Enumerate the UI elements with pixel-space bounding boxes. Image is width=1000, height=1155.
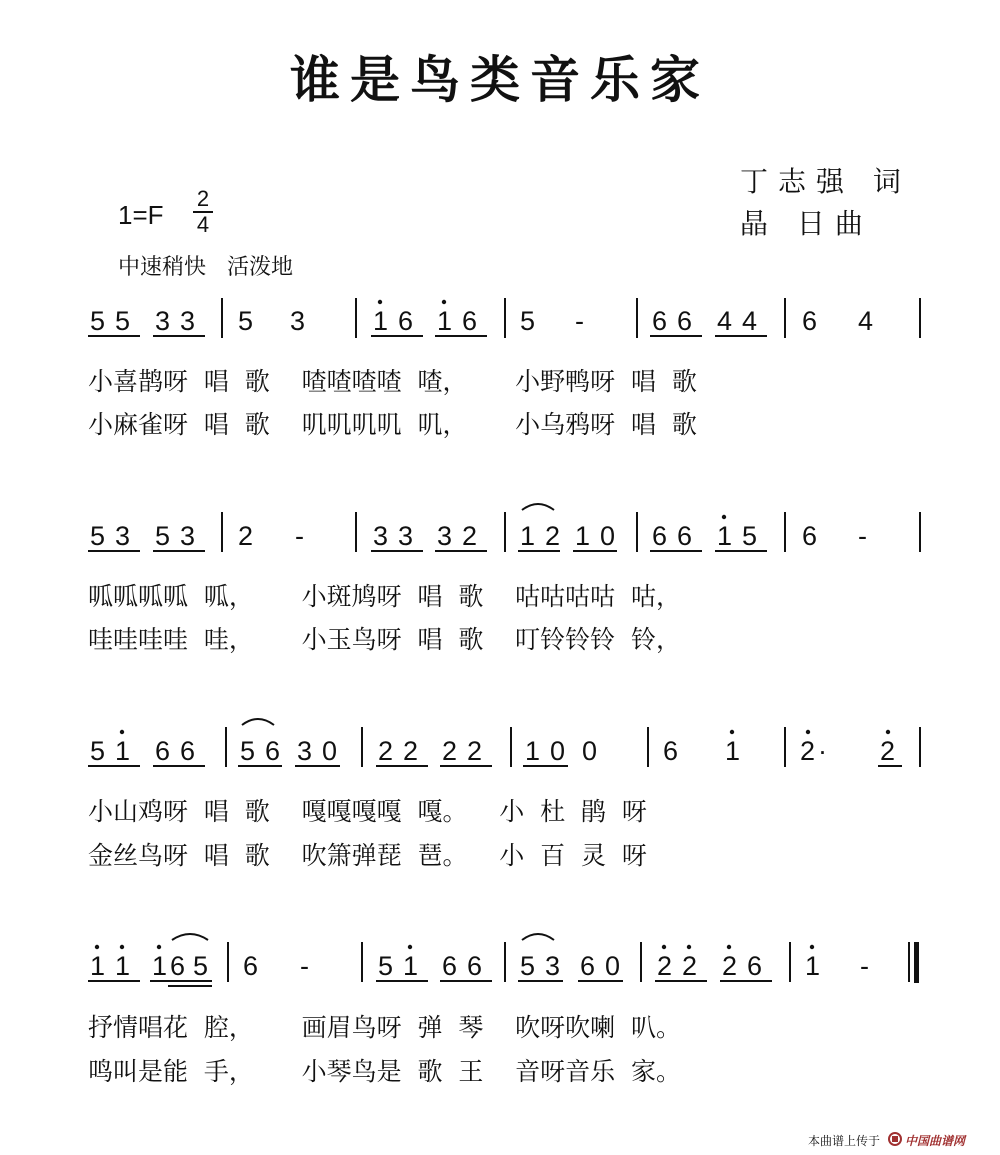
footer-text: 本曲谱上传于 [808, 1134, 881, 1148]
composer-credit: 晶 日曲 [740, 207, 873, 240]
note: 4 [742, 306, 758, 336]
note: 0 [600, 521, 616, 551]
note: 5 [90, 306, 106, 336]
note: 1 [437, 306, 453, 336]
slur [522, 504, 554, 510]
lyric-verse-1: 小喜鹊呀 唱 歌 喳喳喳喳 喳， 小野鸭呀 唱 歌 [88, 367, 697, 396]
note: 5 [238, 306, 254, 336]
note: 3 [297, 736, 313, 766]
note: 5 [520, 306, 536, 336]
note: 1 [403, 951, 419, 981]
note: 0 [582, 736, 598, 766]
note: 6 [802, 521, 818, 551]
note: 1 [525, 736, 541, 766]
key-signature: 1=F [118, 200, 164, 230]
note: 6 [652, 306, 668, 336]
lyric-verse-2: 鸣叫是能 手， 小琴鸟是 歌 王 音呀音乐 家。 [88, 1057, 682, 1086]
note: 6 [180, 736, 196, 766]
note: 6 [398, 306, 414, 336]
lyric-verse-1: 抒情唱花 腔， 画眉鸟呀 弹 琴 吹呀吹喇 叭。 [88, 1013, 682, 1042]
note: 3 [290, 306, 306, 336]
note: 3 [180, 306, 196, 336]
note: 2 [682, 951, 698, 981]
note: 6 [265, 736, 281, 766]
note: 6 [243, 951, 259, 981]
note: 2 [800, 736, 816, 766]
note: 2 [442, 736, 458, 766]
final-barline [914, 942, 919, 983]
note: 3 [155, 306, 171, 336]
note: 5 [90, 521, 106, 551]
note: 6 [462, 306, 478, 336]
note: 3 [398, 521, 414, 551]
time-signature-top: 2 [196, 186, 210, 211]
note: - [858, 521, 867, 551]
high-dot [378, 300, 382, 304]
note: 5 [742, 521, 758, 551]
note: 1 [115, 951, 131, 981]
note: 6 [442, 951, 458, 981]
note: 6 [580, 951, 596, 981]
notation-system-3 [0, 715, 1000, 775]
note: 1 [717, 521, 733, 551]
note: 1 [373, 306, 389, 336]
note: 2 [462, 521, 478, 551]
notation-system-1 [0, 290, 1000, 350]
lyric-verse-2: 小麻雀呀 唱 歌 叽叽叽叽 叽， 小乌鸦呀 唱 歌 [88, 410, 697, 439]
song-title: 谁是鸟类音乐家 [290, 50, 710, 109]
note: 6 [747, 951, 763, 981]
note: 6 [663, 736, 679, 766]
note: 5 [520, 951, 536, 981]
note: 6 [677, 521, 693, 551]
slur [522, 934, 554, 940]
note: 2 [378, 736, 394, 766]
note: 2 [657, 951, 673, 981]
site-logo-icon [888, 1131, 902, 1150]
lyric-verse-2: 哇哇哇哇 哇， 小玉鸟呀 唱 歌 叮铃铃铃 铃， [88, 625, 682, 654]
note: 6 [677, 306, 693, 336]
note: 5 [378, 951, 394, 981]
note: 3 [180, 521, 196, 551]
note: 1 [115, 736, 131, 766]
note: 6 [170, 951, 186, 981]
note: 1 [520, 521, 536, 551]
note: · [818, 736, 827, 766]
note: 4 [858, 306, 874, 336]
note: 2 [467, 736, 483, 766]
note: 5 [155, 521, 171, 551]
lyric-verse-1: 小山鸡呀 唱 歌 嘎嘎嘎嘎 嘎。 小 杜 鹃 呀 [88, 797, 647, 826]
high-dot [722, 515, 726, 519]
note: 1 [90, 951, 106, 981]
notation-system-4 [0, 930, 1000, 990]
note: - [300, 951, 309, 981]
note: 6 [155, 736, 171, 766]
note: 6 [652, 521, 668, 551]
note: 1 [575, 521, 591, 551]
note: 2 [722, 951, 738, 981]
slur [242, 719, 274, 725]
footer-site-name[interactable]: 中国曲谱网 [905, 1134, 966, 1148]
lyric-verse-1: 呱呱呱呱 呱， 小斑鸠呀 唱 歌 咕咕咕咕 咕， [88, 582, 682, 611]
note: - [860, 951, 869, 981]
lyricist-credit: 丁志强 词 [740, 165, 911, 198]
note: 2 [238, 521, 254, 551]
time-signature-bottom: 4 [196, 212, 210, 237]
note: 5 [115, 306, 131, 336]
note: 3 [115, 521, 131, 551]
note: 3 [545, 951, 561, 981]
note: 5 [90, 736, 106, 766]
note: 1 [725, 736, 741, 766]
note: 4 [717, 306, 733, 336]
tempo-marking: 中速稍快 活泼地 [118, 255, 293, 280]
note: 1 [805, 951, 821, 981]
note: 6 [467, 951, 483, 981]
note: 0 [605, 951, 621, 981]
note: 3 [373, 521, 389, 551]
note: 0 [550, 736, 566, 766]
note: 3 [437, 521, 453, 551]
note: 5 [193, 951, 209, 981]
high-dot [442, 300, 446, 304]
note: - [575, 306, 584, 336]
note: 5 [240, 736, 256, 766]
note: 2 [403, 736, 419, 766]
note: - [295, 521, 304, 551]
notation-system-2 [0, 500, 1000, 560]
note: 6 [802, 306, 818, 336]
note: 0 [322, 736, 338, 766]
slur [172, 934, 208, 940]
time-signature [193, 188, 213, 236]
lyric-verse-2: 金丝鸟呀 唱 歌 吹箫弹琵 琶。 小 百 灵 呀 [88, 841, 647, 870]
note: 2 [880, 736, 896, 766]
note: 1 [152, 951, 168, 981]
note: 2 [545, 521, 561, 551]
